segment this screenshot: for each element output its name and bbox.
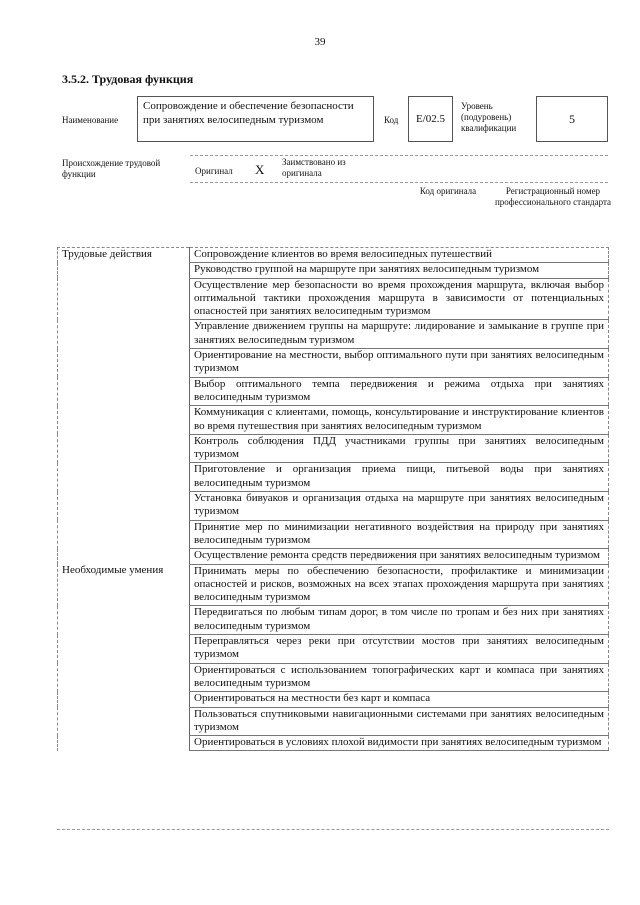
labor-actions-item: Контроль соблюдения ПДД участниками группы при занятиях велосипедным туризмом — [190, 434, 609, 463]
table-bottom-divider — [57, 829, 609, 830]
labor-actions-item: Принятие мер по минимизации негативного воздействия на природу при занятиях велосипедным туризмом — [190, 520, 609, 549]
regnum-label: Регистрационный номер профессионального стандарта — [494, 186, 612, 207]
page-number: 39 — [314, 36, 326, 48]
code-original-label: Код оригинала — [419, 186, 477, 196]
origin-label: Происхождение трудовой функции — [62, 158, 161, 179]
original-label: Оригинал — [195, 166, 233, 176]
labor-actions-item: Сопровождение клиентов во время велосипедных путешествий — [190, 248, 609, 263]
labor-actions-item: Осуществление мер безопасности во время прохождения маршрута, включая выбор оптимальной тактики прохождения маршрута в зависимости от потенциальных опасностей при занятиях велосипедным туризмом — [190, 278, 609, 320]
level-label: Уровень (подуровень) квалификации — [461, 101, 517, 133]
function-code-value: E/02.5 — [408, 96, 453, 142]
function-name-value: Сопровождение и обеспечение безопасности при занятиях велосипедным туризмом — [137, 96, 374, 142]
code-label: Код — [384, 115, 399, 125]
table-row — [58, 248, 609, 263]
labor-actions-item: Руководство группой на маршруте при занятиях велосипедным туризмом — [190, 263, 609, 278]
required-skills-label: Необходимые умения — [58, 564, 190, 751]
required-skills-item: Пользоваться спутниковыми навигационными системами при занятиях велосипедным туризмом — [190, 707, 609, 736]
level-value: 5 — [536, 96, 608, 142]
labor-actions-item: Выбор оптимального темпа передвижения и режима отдыха при занятиях велосипедным туризмом — [190, 377, 609, 406]
labor-actions-label: Трудовые действия — [58, 248, 190, 565]
labor-actions-item: Ориентирование на местности, выбор оптимального пути при занятиях велосипедным туризмом — [190, 349, 609, 378]
labor-actions-item: Приготовление и организация приема пищи, питьевой воды при занятиях велосипедным туризмом — [190, 463, 609, 492]
required-skills-item: Переправляться через реки при отсутствии мостов при занятиях велосипедным туризмом — [190, 635, 609, 664]
labor-actions-item: Осуществление ремонта средств передвижения при занятиях велосипедным туризмом — [190, 549, 609, 564]
required-skills-item: Ориентироваться в условиях плохой видимости при занятиях велосипедным туризмом — [190, 736, 609, 751]
required-skills-item: Принимать меры по обеспечению безопасности, профилактике и минимизации опасностей и рисков, возможных на всех этапах прохождения маршрута при занятиях велосипедным туризмом — [190, 564, 609, 606]
labor-function-table — [57, 247, 609, 751]
required-skills-item: Передвигаться по любым типам дорог, в том числе по тропам и без них при занятиях велосипедным туризмом — [190, 606, 609, 635]
table-row — [58, 564, 609, 606]
required-skills-item: Ориентироваться на местности без карт и компаса — [190, 692, 609, 707]
section-title: 3.5.2. Трудовая функция — [62, 72, 194, 86]
labor-actions-item: Установка бивуаков и организация отдыха на маршруте при занятиях велосипедным туризмом — [190, 492, 609, 521]
required-skills-item: Ориентироваться с использованием топографических карт и компаса при занятиях велосипедным туризмом — [190, 663, 609, 692]
labor-actions-item: Коммуникация с клиентами, помощь, консультирование и инструктирование клиентов во время путешествия при занятиях велосипедным туризмом — [190, 406, 609, 435]
origin-top-divider — [190, 155, 608, 156]
origin-bottom-divider — [190, 182, 608, 183]
name-label: Наименование — [62, 115, 119, 125]
labor-actions-item: Управление движением группы на маршруте: лидирование и замыкание в группе при занятиях велосипедным туризмом — [190, 320, 609, 349]
borrowed-label: Заимствовано из оригинала — [282, 157, 346, 178]
original-mark: X — [255, 162, 265, 177]
